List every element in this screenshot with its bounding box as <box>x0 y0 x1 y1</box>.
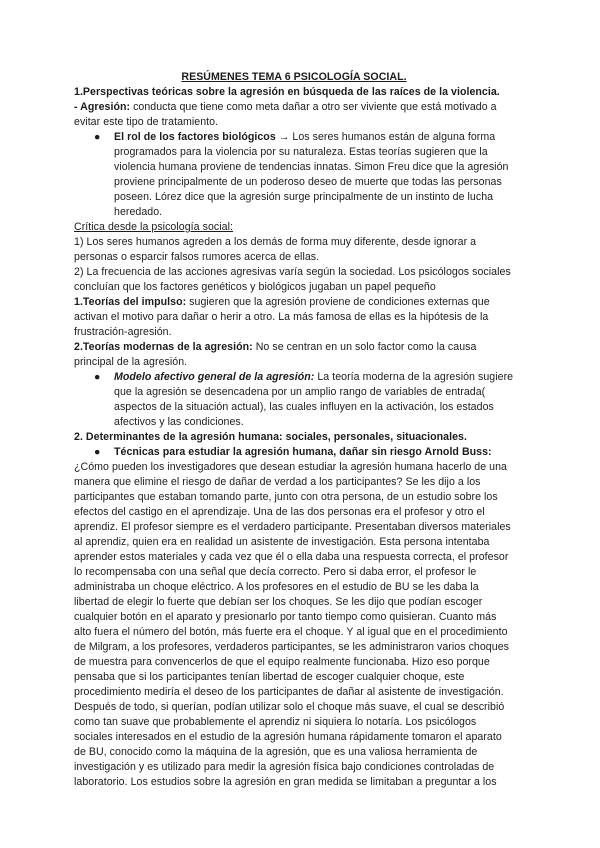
bullet-dot-icon: ● <box>94 446 101 458</box>
general-affective-model-text: La teoría moderna de la agresión sugiere que la agresión se desencadena por un amplio rango de variables de entrada( aspectos de la situación actual), las cuales influyen en la activación, los estados afectivos y las condiciones. <box>114 371 514 428</box>
page-title: RESÚMENES TEMA 6 PSICOLOGÍA SOCIAL. <box>181 71 407 83</box>
critique-point-1: 1) Los seres humanos agreden a los demás de forma muy diferente, desde ignorar a personas o esparcir falsos rumores acerca de ellas. <box>74 236 477 263</box>
drive-theories-label: 1.Teorías del impulso: <box>74 296 187 308</box>
buss-study-paragraph: ¿Cómo pueden los investigadores que desean estudiar la agresión humana hacerlo de una manera que elimine el riesgo de dañar de verdad a los participantes? Se les dijo a los participantes que estaban tomando parte, junto con otra persona, de un estudio sobre los efectos del castigo en el aprendizaje. Una de las dos personas era el profesor y otro el aprendiz. El profesor siempre es el verdadero participante. Presentaban diversos materiales al aprendiz, quien era en realidad un asistente de investigación. Esta persona intentaba aprender estos materiales y cada vez que él o ella daba una respuesta correcta, el profesor lo recompensaba con una señal que decía correcto. Pero si daba error, el profesor le administraba un choque eléctrico. A los profesores en el estudio de BU se les daba la libertad de elegir lo fuerte que debían ser los choques. Se les dijo que podían escoger cualquier botón en el aparato y presionarlo por tanto tiempo como quisieran. Cuanto más alto fuera el número del botón, más fuerte era el choque. Y al igual que en el procedimiento de Milgram, a los profesores, verdaderos participantes, se les administraron varios choques de muestra para convencerlos de que el equipo realmente funcionaba. Hizo eso porque pensaba que si los participantes tenían libertad de escoger cualquier choque, este procedimiento mediría el deseo de los participantes de dañar al asistente de investigación. Después de todo, si querían, podían utilizar solo el choque más suave, el cual se describió como tan suave que probablemente el aprendiz ni siquiera lo notaría. Los psicólogos sociales interesados en el estudio de la agresión humana rápidamente tomaron el aparato de BU, conocido como la máquina de la agresión, que es una valiosa herramienta de investigación y es utilizado para medir la agresión física bajo condiciones controladas de laboratorio. Los estudios sobre la agresión en gran medida se limitaban a preguntar a los <box>74 461 511 788</box>
definition-label: - Agresión: <box>74 101 131 113</box>
general-affective-model-label: Modelo afectivo general de la agresión: <box>114 371 315 383</box>
biological-factors-label: El rol de los factores biológicos <box>114 131 276 143</box>
study-techniques-label: Técnicas para estudiar la agresión humana, dañar sin riesgo Arnold Buss: <box>114 446 492 458</box>
drive-theories-text: sugieren que la agresión proviene de condiciones externas que activan el motivo para dañar o herir a otro. La más famosa de ellas es la hipótesis de la frustración-agresión. <box>74 296 490 338</box>
section-2-heading: 2. Determinantes de la agresión humana: sociales, personales, situacionales. <box>74 431 467 443</box>
biological-factors-text: → Los seres humanos están de alguna forma programados para la violencia por su naturaleza. Estas teorías sugieren que la violencia humana proviene de tendencias innatas. Simon Freu dice que la agresión proviene principalmente de un poderoso deseo de muerte que todas las personas poseen. Lórez dice que la agresión surge principalmente de un instinto de lucha heredado. <box>114 131 509 218</box>
definition-text: conducta que tiene como meta dañar a otro ser viviente que está motivado a evitar este tipo de tratamiento. <box>74 101 497 128</box>
bullet-general-affective-model <box>74 370 514 430</box>
modern-theories-text: No se centran en un solo factor como la causa principal de la agresión. <box>74 341 477 368</box>
critique-point-2: 2) La frecuencia de las acciones agresivas varía según la sociedad. Los psicólogos sociales concluían que los factores genéticos y biológicos jugaban un papel pequeño <box>74 266 511 293</box>
critique-heading: Crítica desde la psicología social: <box>74 221 233 233</box>
section-1-heading: 1.Perspectivas teóricas sobre la agresión en búsqueda de las raíces de la violencia. <box>74 86 500 98</box>
bullet-dot-icon: ● <box>94 131 101 143</box>
modern-theories <box>74 340 514 370</box>
aggression-definition <box>74 100 514 130</box>
bullet-study-techniques <box>74 445 514 460</box>
bullet-dot-icon: ● <box>94 371 101 383</box>
bullet-biological-factors <box>74 130 514 220</box>
drive-theories <box>74 295 514 340</box>
modern-theories-label: 2.Teorías modernas de la agresión: <box>74 341 253 353</box>
